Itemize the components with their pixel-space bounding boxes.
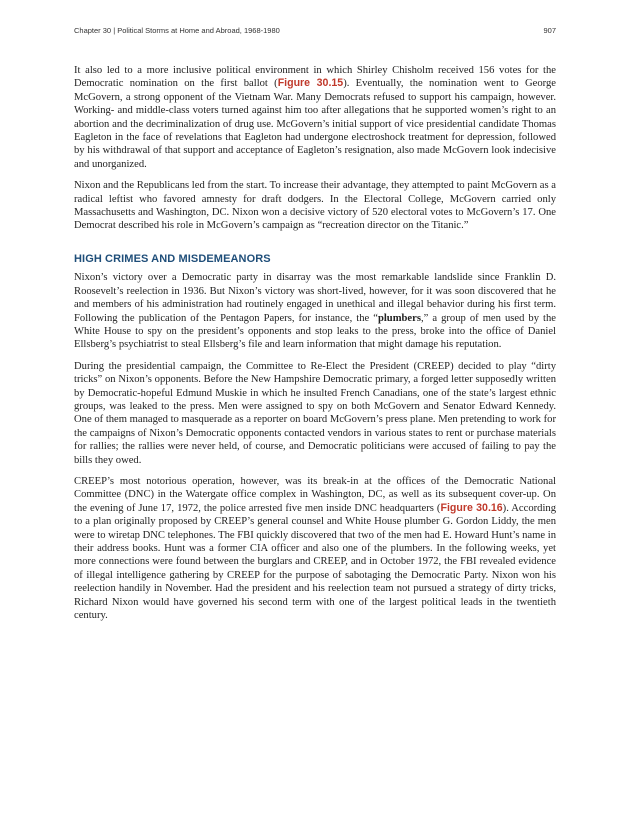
paragraph-4: During the presidential campaign, the Committee to Re-Elect the President (CREEP) decided to play “dirty tricks” on Nixon’s opponents. Before the New Hampshire Democratic primary, a forged letter supposedly written by Democratic-hopeful Edmund Muskie in which he insulted French Canadians, one of the state’s largest ethnic groups, was leaked to the press. Men were assigned to spy on both McGovern and Senator Edward Kennedy. One of them managed to masquerade as a reporter on board McGovern’s press plane. Men pretending to work for the campaigns of Nixon’s Democratic opponents contacted vendors in various states to rent or purchase materials for rallies; the rallies were never held, of course, and Democratic politicians were accused of failing to pay the bills they owed.: [74, 360, 556, 466]
paragraph-5: CREEP’s most notorious operation, however, was its break-in at the offices of the Democratic National Committee (DNC) in the Watergate office complex in Washington, DC, as well as its subsequent cover-up. On the evening of June 17, 1972, the police arrested five men inside DNC headquarters (Figure 30.16). According to a plan originally proposed by CREEP’s general counsel and White House plumber G. Gordon Liddy, the men were to wiretap DNC telephones. The FBI quickly discovered that two of the men had E. Howard Hunt’s name in their address books. Hunt was a former CIA officer and also one of the plumbers. In the following weeks, yet more connections were found between the burglars and CREEP, and in October 1972, the FBI revealed evidence of illegal intelligence gathering by CREEP for the purpose of sabotaging the Democratic Party. Nixon won his reelection handily in November. Had the president and his reelection team not pursued a strategy of dirty tricks, Richard Nixon would have governed his second term with one of the largest political leads in the twentieth century.: [74, 475, 556, 622]
section-heading: HIGH CRIMES AND MISDEMEANORS: [74, 252, 271, 265]
paragraph-3: Nixon’s victory over a Democratic party in disarray was the most remarkable landslide since Franklin D. Roosevelt’s reelection in 1936. But Nixon’s victory was short-lived, however, for it was soon discovered that he and members of his administration had routinely engaged in unethical and illegal behavior during his first term. Following the publication of the Pentagon Papers, for instance, the “plumbers,” a group of men used by the White House to spy on the president’s opponents and stop leaks to the press, broke into the office of Daniel Ellsberg’s psychiatrist to steal Ellsberg’s file and learn information that might damage his reputation.: [74, 272, 556, 351]
chapter-title: Chapter 30 | Political Storms at Home and Abroad, 1968-1980: [74, 26, 280, 35]
page-number: 907: [543, 26, 556, 35]
running-header: [74, 26, 556, 35]
figure-30-16-link[interactable]: Figure 30.16: [440, 501, 503, 514]
paragraph-1: It also led to a more inclusive political environment in which Shirley Chisholm received 156 votes for the Democratic nomination on the first ballot (Figure 30.15). Eventually, the nomination went to George McGovern, a strong opponent of the Vietnam War. Many Democrats refused to support his campaign, however. Working- and middle-class voters turned against him too after allegations that he supported women’s right to an abortion and the decriminalization of drug use. McGovern’s initial support of vice presidential candidate Thomas Eagleton in the face of revelations that Eagleton had undergone electroshock treatment for depression, followed by his withdrawal of that support and acceptance of Eagleton’s resignation, also made McGovern look indecisive and unorganized.: [74, 65, 557, 170]
key-term-plumbers: plumbers: [377, 312, 421, 324]
body-text: [74, 64, 556, 630]
paragraph-2: Nixon and the Republicans led from the start. To increase their advantage, they attempted to paint McGovern as a radical leftist who favored amnesty for draft dodgers. In the Electoral College, McGovern carried only Massachusetts and Washington, DC. Nixon won a decisive victory of 520 electoral votes to McGovern’s 17. One Democrat described his role in McGovern’s campaign as “recreation director on the Titanic.”: [74, 180, 556, 232]
figure-30-15-link[interactable]: Figure 30.15: [277, 77, 344, 90]
